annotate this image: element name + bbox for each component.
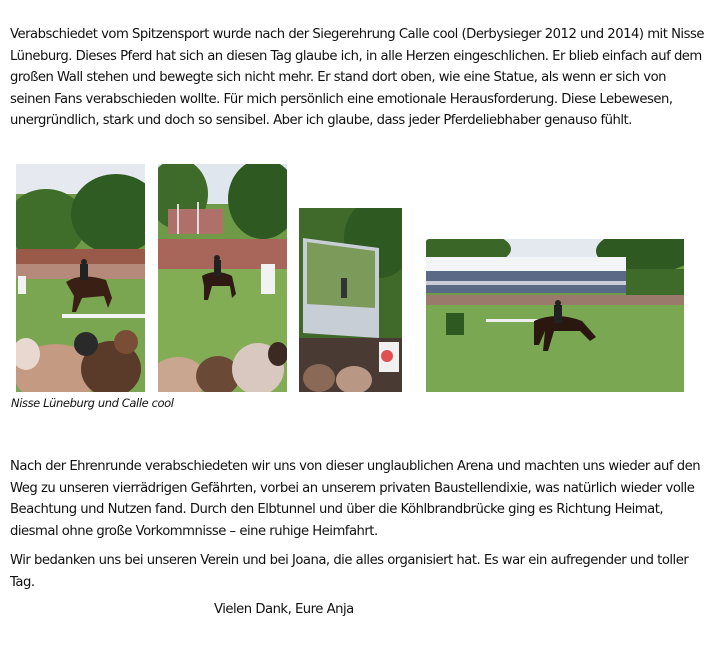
photo-grandstand-rider — [426, 239, 684, 392]
intro-paragraph: Verabschiedet vom Spitzensport wurde nach der Siegerehrung Calle cool (Derbysieger 2012 und 2014) mit Nisse Lüneburg. Dieses Pferd hat sich an diesen Tag glaube ich, in alle Herzen eingeschlichen. Er blieb einfach auf dem großen Wall stehen und bewegte sich nicht mehr. Er stand dort oben, wie eine Statue, als wenn er sich von seinen Fans verabschieden wollte. Für mich persönlich eine emotionale Herausforderung. Diese Lebewesen, unergründlich, stark und doch so sensibel. Aber ich glaube, dass jeder Pferdeliebhaber genauso fühlt. — [10, 27, 704, 128]
photo-caption: Nisse Lüneburg und Calle cool — [11, 396, 174, 410]
photo-rider-flags — [158, 164, 287, 392]
photo-rider-crowd — [16, 164, 145, 392]
return-paragraph: Nach der Ehrenrunde verabschiedeten wir uns von dieser unglaublichen Arena und machten uns wieder auf den Weg zu unseren vierrädrigen Gefährten, vorbei an unserem privaten Baustellendixie, was natürlich wieder volle Beachtung und Nutzen fand. Durch den Elbtunnel und über die Köhlbrandbrücke ging es Richtung Heimat, diesmal ohne große Vorkommnisse – eine ruhige Heimfahrt. — [10, 459, 701, 539]
thanks-paragraph: Wir bedanken uns bei unseren Verein und bei Joana, die alles organisiert hat. Es war ein aufregender und toller Tag. — [10, 553, 689, 590]
photo-big-screen — [299, 208, 402, 392]
signature: Vielen Dank, Eure Anja — [214, 602, 354, 617]
